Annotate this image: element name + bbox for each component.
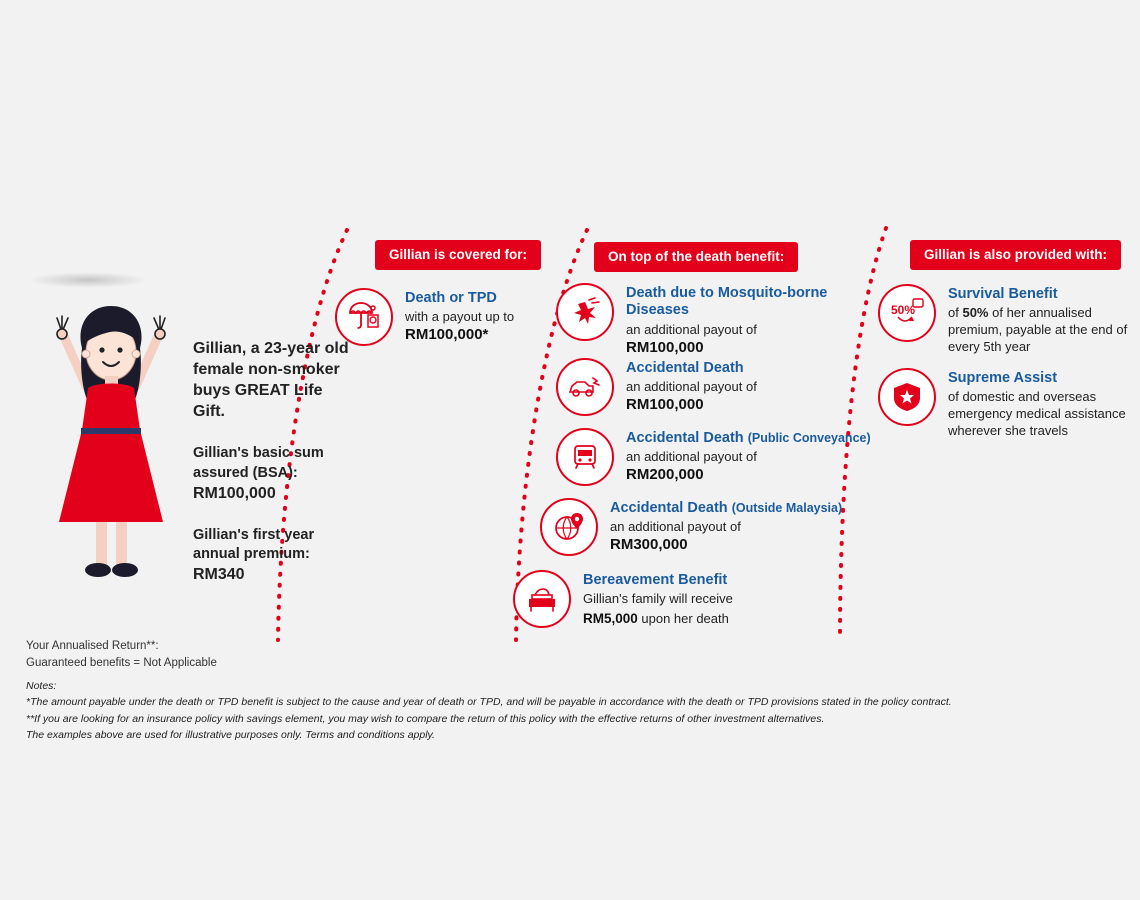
item-amount-line (583, 610, 733, 628)
coffin-icon (513, 570, 571, 628)
note-3: The examples above are used for illustrative purposes only. Terms and conditions apply. (26, 728, 435, 741)
item-amount: RM100,000 (626, 396, 704, 414)
benefit-item-accidental-death-outside-malaysia (540, 498, 870, 556)
note-2: **If you are looking for an insurance policy with savings element, you may wish to compare the return of this policy with the effective returns of other investment alternatives. (26, 712, 825, 725)
item-title: Bereavement Benefit (583, 572, 728, 588)
item-desc: of domestic and overseas emergency medical assistance wherever she travels (948, 389, 1126, 439)
column-header-covered-for: Gillian is covered for: (375, 240, 541, 270)
person-illustration (24, 290, 199, 590)
premium-value: RM340 (193, 566, 245, 584)
item-title-suffix: (Outside Malaysia) (731, 501, 843, 515)
benefit-item-supreme-assist (878, 368, 1128, 440)
footnotes (26, 678, 952, 743)
return-line-1: Your Annualised Return**: (26, 640, 159, 652)
intro-text: Gillian, a 23-year old female non-smoker buys GREAT Life Gift. (193, 340, 349, 421)
benefit-item-accidental-death-public-conveyance (556, 428, 876, 486)
benefit-item-accidental-death (556, 358, 856, 416)
item-amount: RM200,000 (626, 466, 704, 484)
supreme-assist-shield-icon (878, 368, 936, 426)
item-title: Accidental Death (Public Conveyance) (626, 430, 871, 446)
item-amount-tail: upon her death (637, 611, 729, 627)
item-desc: an additional payout of (626, 321, 757, 337)
item-title: Accidental Death (626, 360, 744, 376)
column-header-also-provided-with: Gillian is also provided with: (910, 240, 1121, 270)
item-title: Accidental Death (Outside Malaysia) (610, 500, 843, 516)
notes-label: Notes: (26, 680, 57, 692)
left-description-block (193, 338, 353, 607)
annualised-return-note (26, 638, 217, 671)
bus-icon (556, 428, 614, 486)
person-shadow (28, 272, 148, 288)
benefit-item-mosquito-borne (556, 283, 856, 357)
item-amount: RM100,000 (626, 338, 704, 356)
column-header-on-top-of-death-benefit: On top of the death benefit: (594, 242, 798, 272)
premium-block (193, 526, 353, 585)
item-desc: an additional payout of (626, 449, 757, 465)
item-title: Death due to Mosquito-borne Diseases (626, 285, 828, 319)
item-desc: an additional payout of (610, 519, 741, 535)
item-amount: RM5,000 (583, 611, 638, 627)
item-desc: with a payout up to (405, 309, 515, 325)
item-title: Survival Benefit (948, 286, 1058, 302)
premium-label: Gillian's first year annual premium: (193, 526, 315, 562)
benefit-item-survival-benefit (878, 284, 1128, 356)
car-crash-icon (556, 358, 614, 416)
bsa-block (193, 444, 353, 503)
item-title: Supreme Assist (948, 370, 1058, 386)
svg-text:50%: 50% (891, 303, 916, 317)
mosquito-icon (556, 283, 614, 341)
item-amount: RM300,000 (610, 536, 688, 554)
item-title-suffix: (Public Conveyance) (747, 431, 871, 445)
item-amount: RM100,000* (405, 326, 489, 344)
fifty-percent-icon (878, 284, 936, 342)
return-line-2: Guaranteed benefits = Not Applicable (26, 656, 217, 669)
note-1: *The amount payable under the death or TPD benefit is subject to the cause and year of death or TPD, and will be payable in accordance with the death or TPD provisions stated in the policy contract. (26, 696, 952, 709)
benefit-item-death-or-tpd (335, 288, 545, 346)
item-desc: of 50% of her annualised premium, payable at the end of every 5th year (948, 305, 1128, 355)
item-title: Death or TPD (405, 290, 497, 306)
umbrella-disability-icon (335, 288, 393, 346)
benefit-item-bereavement (513, 570, 853, 628)
item-desc-highlight: 50% (962, 305, 989, 321)
item-desc: an additional payout of (626, 379, 757, 395)
item-desc: Gillian's family will receive (583, 591, 733, 607)
globe-pin-icon (540, 498, 598, 556)
bsa-label: Gillian's basic sum assured (BSA): (193, 445, 324, 481)
bsa-value: RM100,000 (193, 484, 276, 502)
